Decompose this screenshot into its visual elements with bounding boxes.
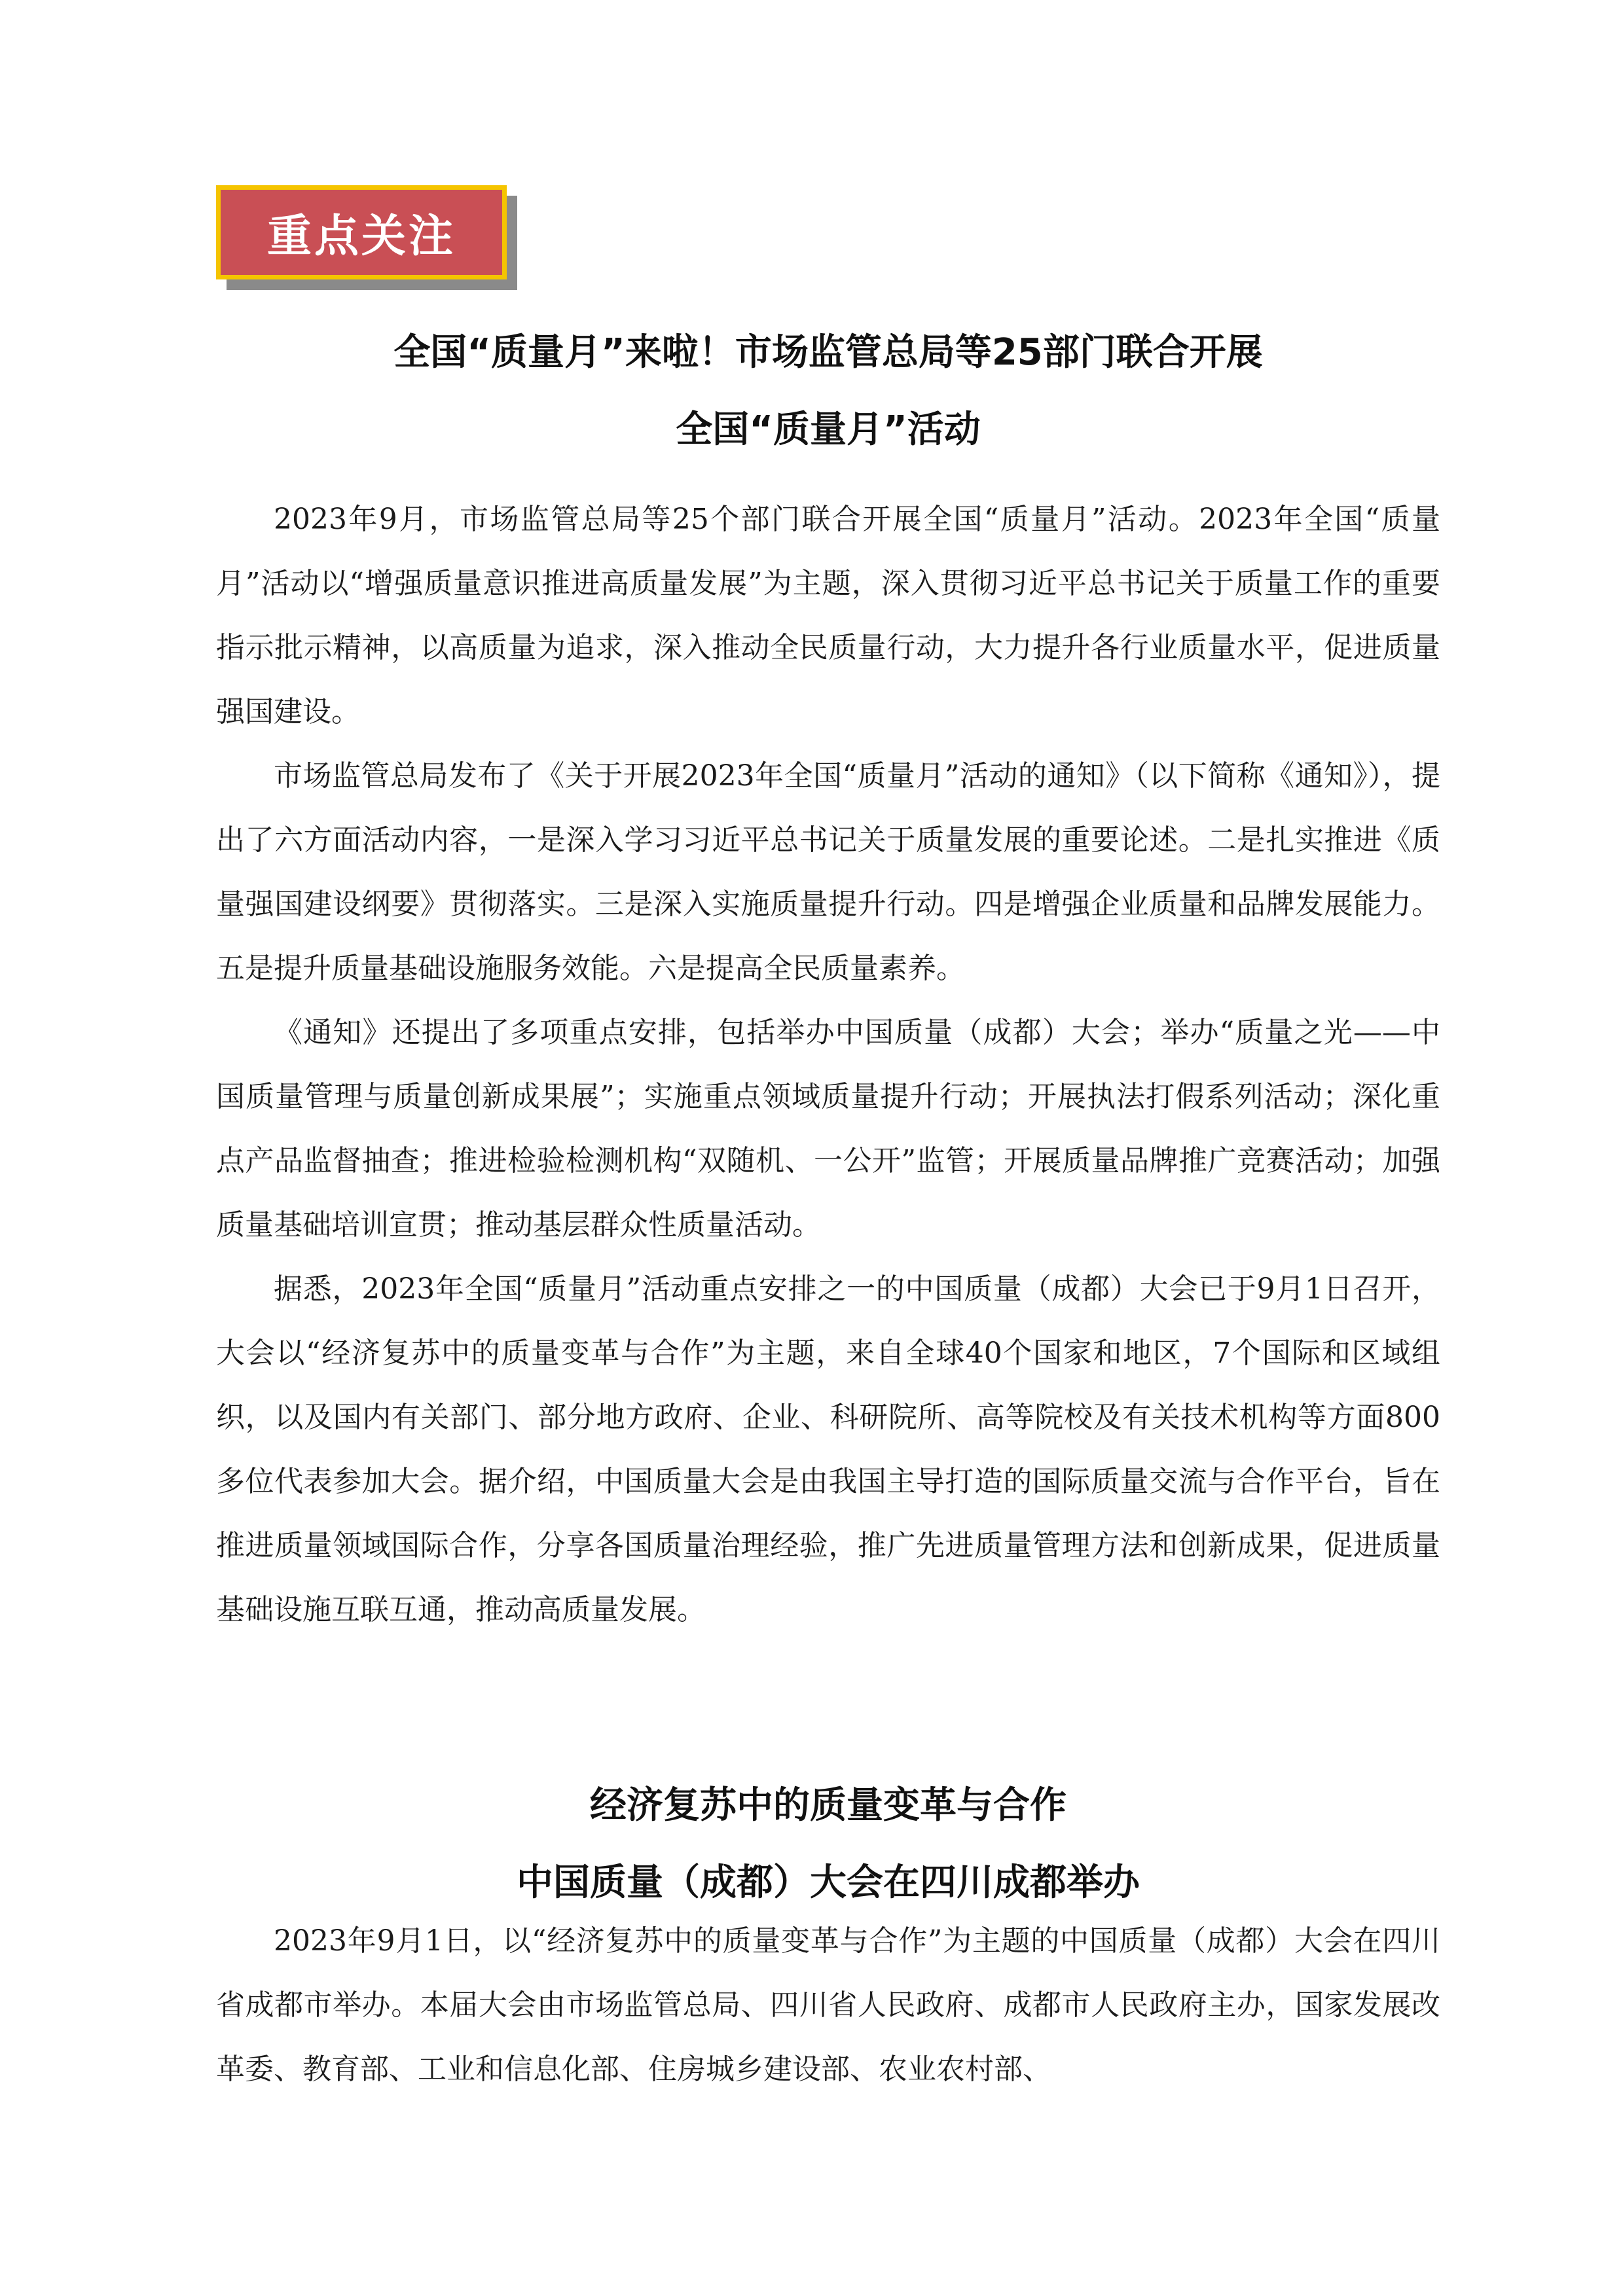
article-1-paragraph: 2023年9月，市场监管总局等25个部门联合开展全国“质量月”活动。2023年全国“质量月”活动以“增强质量意识推进高质量发展”为主题，深入贯彻习近平总书记关于质量工作的重要指示批示精神，以高质量为追求，深入推动全民质量行动，大力提升各行业质量水平，促进质量强国建设。 [216,503,1440,728]
article-2-title-line: 经济复苏中的质量变革与合作 [590,1784,1067,1827]
article-1-body [216,488,1440,1642]
article-2-title-line: 中国质量（成都）大会在四川成都举办 [517,1861,1140,1904]
article-1-title [216,314,1440,469]
section-badge-label: 重点关注 [266,210,456,262]
article-2-paragraph: 2023年9月1日，以“经济复苏中的质量变革与合作”为主题的中国质量（成都）大会在四川省成都市举办。本届大会由市场监管总局、四川省人民政府、成都市人民政府主办，国家发展改革委、教育部、工业和信息化部、住房城乡建设部、农业农村部、 [216,1924,1440,2086]
article-1-title-line: 全国“质量月”来啦！市场监管总局等25部门联合开展 [393,331,1263,374]
article-2-title [216,1767,1440,1922]
article-2-body [216,1909,1440,2102]
article-1-paragraph: 《通知》还提出了多项重点安排，包括举办中国质量（成都）大会；举办“质量之光——中国质量管理与质量创新成果展”；实施重点领域质量提升行动；开展执法打假系列活动；深化重点产品监督抽查；推进检验检测机构“双随机、一公开”监管；开展质量品牌推广竞赛活动；加强质量基础培训宣贯；推动基层群众性质量活动。 [216,1016,1440,1242]
article-1-title-line: 全国“质量月”活动 [676,408,981,451]
section-badge [216,185,507,279]
article-1-paragraph: 市场监管总局发布了《关于开展2023年全国“质量月”活动的通知》（以下简称《通知》），提出了六方面活动内容，一是深入学习习近平总书记关于质量发展的重要论述。二是扎实推进《质量强国建设纲要》贯彻落实。三是深入实施质量提升行动。四是增强企业质量和品牌发展能力。五是提升质量基础设施服务效能。六是提高全民质量素养。 [216,759,1440,985]
article-1-paragraph: 据悉，2023年全国“质量月”活动重点安排之一的中国质量（成都）大会已于9月1日召开，大会以“经济复苏中的质量变革与合作”为主题，来自全球40个国家和地区，7个国际和区域组织，以及国内有关部门、部分地方政府、企业、科研院所、高等院校及有关技术机构等方面800多位代表参加大会。据介绍，中国质量大会是由我国主导打造的国际质量交流与合作平台，旨在推进质量领域国际合作，分享各国质量治理经验，推广先进质量管理方法和创新成果，促进质量基础设施互联互通，推动高质量发展。 [216,1272,1440,1626]
